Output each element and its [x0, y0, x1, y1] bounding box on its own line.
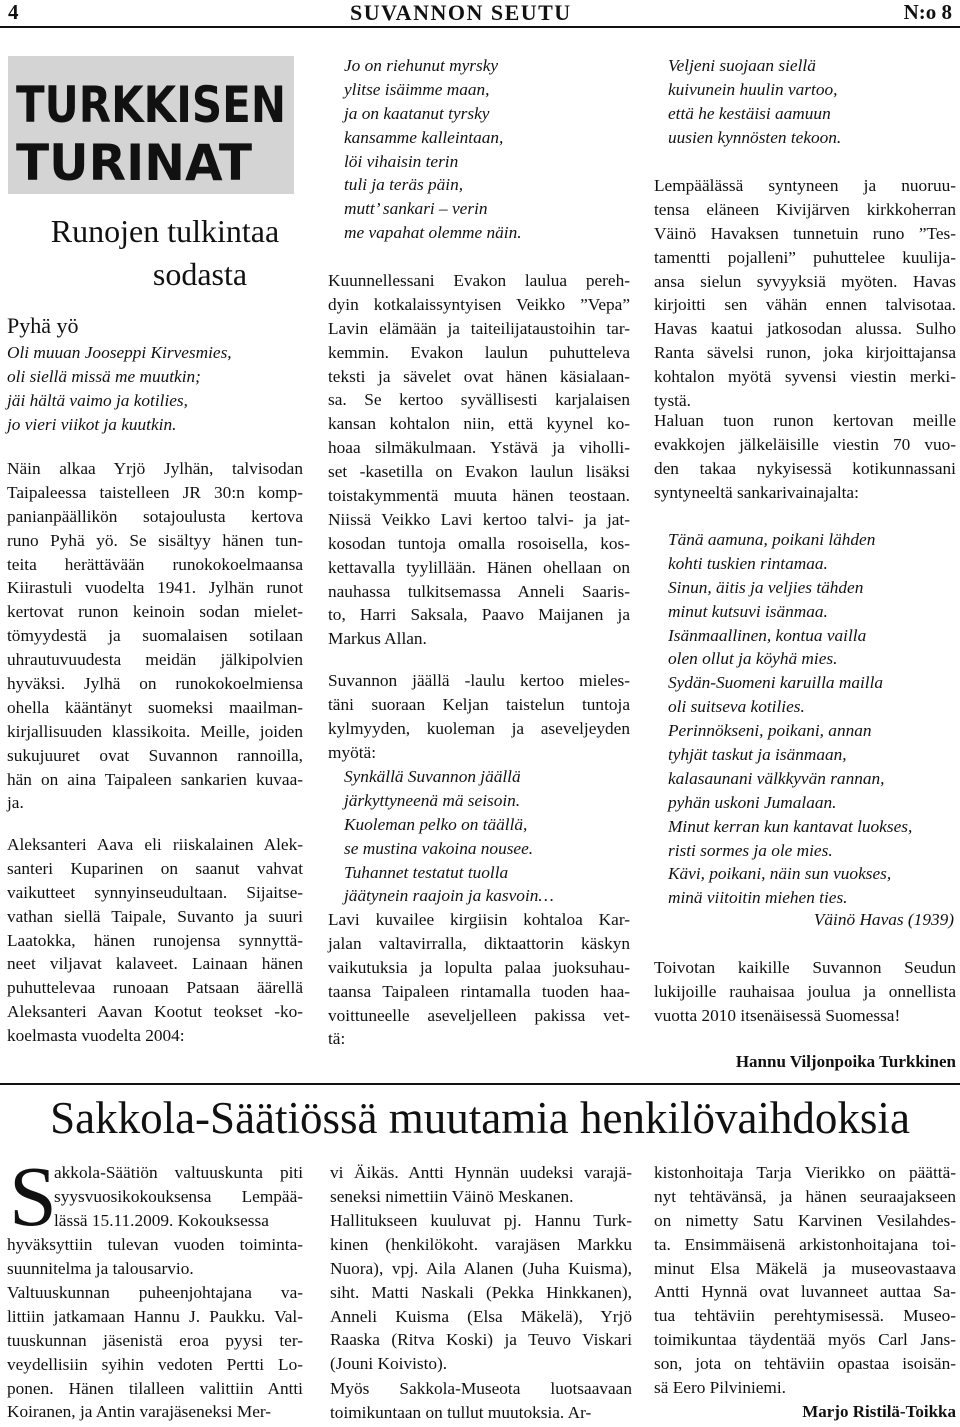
text-line: Jo on riehunut myrsky — [344, 56, 499, 75]
text-line: Valtuuskunnan puheenjohtajana va- — [7, 1283, 303, 1302]
text-line: vaikutteet synnyinseudultaan. Sijaitse- — [7, 882, 303, 902]
text-line: oli siellä missä me muutkin; — [7, 366, 201, 386]
text-line: ohella kääntänyt suomeksi maailman- — [7, 697, 303, 717]
text-line: neet viljavat kalaveet. Lainaan hänen — [7, 954, 303, 974]
text-line: Havas kaatui jatkosodan alussa. Sulho — [654, 319, 956, 339]
text-line: kosodan tuntoja omalla rosoisella, kos- — [328, 533, 630, 553]
paragraph — [328, 671, 630, 767]
text-line: tua tehtäviin perehtymisessä. Museo- — [654, 1306, 956, 1326]
author-signature: Marjo Ristilä-Toikka — [802, 1402, 956, 1421]
text-line: ta. Ensimmäisenä arkistonhoitajana toi- — [654, 1234, 956, 1254]
text-line: Koiranen, ja Antin varajäseneksi Mer- — [7, 1402, 272, 1422]
text-line: kertovat runon keinoin sodan mielet- — [7, 602, 303, 622]
text-line: kirjoitti sen vähän ennen talvisotaa. — [654, 295, 956, 315]
text-line: Lavin elämään ja taiteilijataustoihin tar- — [328, 318, 630, 338]
poem-title: Pyhä yö — [7, 313, 79, 338]
text-line: Aleksanteri Aavan Kootut teokset -ko- — [7, 1002, 303, 1022]
text-line: set -kasetilla on Evakon laulun lisäksi — [328, 462, 630, 482]
text-line: Oli muuan Jooseppi Kirvesmies, — [7, 343, 232, 362]
text-line: syysvuosikokouksensa Lempää- — [54, 1186, 303, 1206]
text-line: me vapahat olemme näin. — [344, 223, 522, 243]
text-line: hyväksyttiin tulevan vuoden toiminta- — [7, 1235, 303, 1254]
text-line: kylmyyden, kuoleman ja aseveljeyden — [328, 718, 630, 738]
text-line: on nimetty Satu Karvinen Vesilahdes- — [654, 1210, 956, 1230]
text-line: tyhjät taskut ja isänmaan, — [668, 745, 847, 765]
text-line: Antti Hynnä ovat luvanneet auttaa Sa- — [654, 1282, 956, 1302]
text-line: tuuskunnan jäsenistä eroa pyysi ter- — [7, 1330, 303, 1350]
poem-author: Väinö Havas (1939) — [813, 910, 954, 929]
text-line: Perinnökseni, poikani, annan — [668, 721, 872, 741]
text-line: toimikuntaan on tullut muutoksia. Ar- — [330, 1402, 592, 1422]
text-line: kansan kohtalon niin, että kyynel ko- — [328, 414, 630, 434]
text-line: Isänmaallinen, kontua vailla — [668, 625, 867, 645]
text-line: Suvannon jäällä -laulu kertoo mieles- — [328, 671, 630, 690]
text-line: kansamme kalleintaan, — [344, 127, 504, 147]
text-line: nauhassa tulkitsemassa Anneli Saaris- — [328, 581, 630, 601]
text-line: kemmin. Evakon laulun puhutteleva — [328, 342, 630, 362]
text-line: to, Harri Saksala, Paavo Maijanen ja — [328, 605, 630, 625]
text-line: koelmasta vuodelta 2004: — [7, 1026, 185, 1046]
text-line: puhuttelevaa runoaan Patsaan äärellä — [7, 978, 303, 998]
text-line: Anneli Kuisma (Elsa Mäkelä), Yrjö — [330, 1306, 632, 1326]
text-line: santeri Kuparinen on saanut vahvat — [7, 858, 303, 878]
text-line: Sydän-Suomeni karuilla mailla — [668, 673, 884, 693]
text-line: minut Elsa Mäkelä ja museovastaava — [654, 1258, 956, 1278]
paragraph — [7, 835, 303, 1050]
text-line: dyin kotkalaissyntyisen Veikko ”Vepa” — [328, 294, 630, 314]
text-line: Hallitukseen kuuluvat pj. Hannu Turk- — [330, 1211, 632, 1230]
text-line: ja. — [7, 793, 24, 813]
text-line: Tänä aamuna, poikani lähden — [668, 530, 876, 549]
poem-excerpt — [328, 767, 630, 910]
text-line: son, jota on tehtäviin opastaa isoisän- — [654, 1354, 956, 1374]
text-line: Niissä Veikko Lavi kertoo talvi- ja jat- — [328, 509, 630, 529]
article-divider — [0, 1083, 960, 1085]
paragraph — [654, 411, 956, 507]
column-logo — [8, 56, 294, 194]
text-line: seneksi nimettiin Väinö Meskanen. — [330, 1186, 574, 1206]
paragraph — [7, 1283, 303, 1426]
text-line: ylitse isäimme maan, — [344, 79, 490, 99]
text-line: suunnitelma ja talousarvio. — [7, 1258, 194, 1278]
paragraph — [330, 1211, 632, 1378]
paragraph — [7, 459, 303, 817]
text-line: lässä 15.11.2009. Kokouksessa — [54, 1210, 269, 1230]
text-line: Kävi, poikani, näin sun vuokses, — [668, 864, 892, 884]
text-line: akkola-Säätiön valtuuskunta piti — [54, 1163, 303, 1182]
text-line: risti sormes ja ole mies. — [668, 840, 833, 860]
text-line: kirjallisuuden klassikoita. Meille, joiden — [7, 721, 303, 741]
text-line: Myös Sakkola-Museota luotsaavaan — [330, 1379, 632, 1398]
paper-name: SUVANNON SEUTU — [350, 0, 572, 25]
text-line: Väinö Havaksen tunnetuin runo ”Tes- — [654, 223, 956, 243]
paragraph — [7, 1235, 303, 1283]
text-line: teita herättävään runokokoelmaansa — [7, 554, 303, 574]
text-line: littiin jatkamaan Hannu J. Paukku. Val- — [7, 1306, 303, 1326]
logo-text-top: TURKKISEN — [16, 76, 286, 134]
text-line: kohtalon myötä syvensi viestin merki- — [654, 367, 956, 387]
text-line: Taipaleessa taistelleen JR 30:n komp- — [7, 482, 303, 502]
text-line: vaikutuksia ja lopulta palaa juoksuhau- — [328, 957, 630, 977]
text-line: jäi hältä vaimo ja kotilies, — [7, 390, 188, 410]
text-line: Toivotan kaikille Suvannon Seudun — [654, 958, 956, 977]
text-line: kistonhoitaja Tarja Vierikko on päättä- — [654, 1163, 956, 1182]
poem-excerpt — [7, 343, 303, 439]
text-line: Ranta sävelsi runon, joka kirjoittajansa — [654, 343, 956, 363]
text-line: toimikuntaa täydentää myös Carl Jans- — [654, 1330, 956, 1350]
text-line: Minut kerran kun kantavat luokses, — [668, 816, 913, 836]
text-line: Tuhannet testatut tuolla — [344, 862, 509, 882]
text-line: Aleksanteri Aava eli riiskalainen Alek- — [7, 835, 303, 854]
paragraph — [54, 1163, 303, 1235]
poem-excerpt — [654, 56, 956, 152]
text-line: tamentti pojalleni” puhuttelee kuulija- — [654, 247, 956, 267]
text-line: Markus Allan. — [328, 629, 427, 649]
text-line: hoaa silmäkulmaan. Ystävä ja viholli- — [328, 438, 630, 458]
text-line: kinen (henkilökoht. varajäsen Markku — [330, 1234, 632, 1254]
text-line: kettavalla tyylillään. Hänen ohellaan on — [328, 557, 630, 577]
text-line: vathan siellä Taipale, Suvanto ja suuri — [7, 906, 303, 926]
text-line: Kuoleman pelko on täällä, — [344, 814, 528, 834]
text-line: myötä: — [328, 742, 376, 762]
text-line: ja on kaatanut tyrsky — [344, 103, 490, 123]
text-line: panianpäällikön sotajoulusta kertova — [7, 506, 303, 526]
text-line: ponen. Hänen tilalleen valittiin Antti — [7, 1378, 303, 1398]
text-line: se mustina vakoina nousee. — [344, 838, 534, 858]
text-line: syntyneeltä sankarivainajalta: — [654, 482, 859, 502]
text-line: evakkojen jälkeläisille viestin 70 vuo- — [654, 434, 956, 454]
text-line: Kiirastuli vuodelta 1941. Jylhän runot — [7, 578, 303, 598]
text-line: tystä. — [654, 391, 691, 411]
paragraph — [330, 1163, 632, 1211]
text-line: tömyydestä ja suomalaisen sotilaan — [7, 626, 303, 646]
text-line: lukijoille rauhaisaa joulua ja onnellista — [654, 981, 956, 1001]
text-line: tensa eläneen Kivijärven kirkkoherran — [654, 199, 956, 219]
text-line: sukujuuret ovat Suvannon rannoilla, — [7, 745, 303, 765]
text-line: (Jouni Koivisto). — [330, 1354, 448, 1374]
text-line: kalasaunani välkkyvän rannan, — [668, 768, 885, 788]
text-line: minä viitoitin miehen ties. — [668, 888, 848, 908]
text-line: nyt tehtävänsä, ja hänen seuraajakseen — [654, 1186, 956, 1206]
text-line: sa. Se kertoo syvällisesti karjalaisen — [328, 390, 630, 410]
article-headline: Runojen tulkintaa sodasta — [50, 213, 280, 292]
text-line: oli suitseva kotilies. — [668, 697, 805, 717]
text-line: Haluan tuon runon kertovan meille — [654, 411, 956, 430]
text-line: Kuunnellessani Evakon laulua pereh- — [328, 271, 630, 290]
text-line: siht. Matti Naskali (Pekka Hinkkanen), — [330, 1282, 632, 1302]
text-line: jäätynein raajoin ja kasvoin… — [344, 886, 554, 906]
text-line: Sinun, äitis ja veljies tähden — [668, 577, 864, 597]
text-line: vi Äikäs. Antti Hynnän uudeksi varajä- — [330, 1163, 632, 1182]
text-line: täni suoraan Keljan taistelun tuntoja — [328, 694, 630, 714]
text-line: olen ollut ja köyhä mies. — [668, 649, 838, 669]
article-headline: Sakkola-Säätiössä muutamia henkilövaihdoksia — [50, 1093, 910, 1143]
text-line: voittuneelle aseveljelleen pakissa vet- — [328, 1005, 630, 1025]
paragraph — [654, 176, 956, 415]
text-line: den takaa nykyisessä kotikunnassani — [654, 458, 956, 478]
header-rule — [0, 26, 960, 28]
text-line: uhrautuvuudesta meidän jälkipolvien — [7, 650, 303, 670]
page-number: 4 — [8, 0, 19, 24]
text-line: teksti ja sävelet ovat hänen käsialaan- — [328, 366, 630, 386]
text-line: tä: — [328, 1029, 346, 1049]
text-line: Laatokka, hänen runojensa synnyttä- — [7, 930, 303, 950]
text-line: löi vihaisin terin — [344, 151, 459, 171]
text-line: Lavi kuvailee kirgiisin kohtaloa Kar- — [328, 910, 630, 929]
text-line: hän on aina Taipaleen sankarien kuvaa- — [7, 769, 303, 789]
text-line: hyväksi. Jylhä on runokokoelmiensa — [7, 674, 303, 694]
author-signature: Hannu Viljonpoika Turkkinen — [735, 1052, 956, 1071]
text-line: sä Eero Pilviniemi. — [654, 1378, 786, 1398]
paragraph — [330, 1379, 632, 1427]
page-header — [0, 0, 960, 26]
text-line: taansa Taipaleen rintamalla tuoden haa- — [328, 981, 630, 1001]
text-line: mutt’ sankari – verin — [344, 199, 488, 219]
poem-excerpt — [328, 56, 630, 247]
drop-cap: S — [9, 1148, 57, 1244]
issue-number: N:o 8 — [903, 0, 952, 24]
text-line: toistakymmentä muuta hänen teostaan. — [328, 486, 630, 506]
logo-text-bottom: TURINAT — [16, 134, 252, 192]
text-line: Synkällä Suvannon jäällä — [344, 767, 521, 786]
paragraph — [654, 1163, 956, 1402]
text-line: jalan valtavirralla, diktaattorin käskyn — [328, 933, 630, 953]
text-line: uusien kynnösten tekoon. — [668, 127, 842, 147]
text-line: pyhän uskoni Jumalaan. — [668, 792, 837, 812]
text-line: Näin alkaa Yrjö Jylhän, talvisodan — [7, 459, 303, 478]
text-line: Raaska (Ritva Koski) ja Teuvo Viskari — [330, 1330, 632, 1350]
poem-excerpt — [654, 530, 956, 912]
text-line: runo Pyhä yö. Se sisältyy hänen tun- — [7, 530, 303, 550]
text-line: tuli ja teräs päin, — [344, 175, 464, 195]
text-line: Lempäälässä syntyneen ja nuoruu- — [654, 176, 956, 195]
text-line: kuivunein huulin vartoo, — [668, 79, 838, 99]
paragraph — [328, 271, 630, 653]
text-line: minut kutsuvi isänmaa. — [668, 601, 828, 621]
text-line: Nuora), vpj. Aila Alanen (Juha Kuisma), — [330, 1258, 632, 1278]
text-line: kohti tuskien rintamaa. — [668, 553, 828, 573]
text-line: ansa sielun syvyyksiä myöten. Havas — [654, 271, 956, 291]
paragraph — [328, 910, 630, 1053]
text-line: Veljeni suojaan siellä — [668, 56, 816, 75]
paragraph — [654, 958, 956, 1030]
text-line: järkyttyneenä mä seisoin. — [344, 790, 521, 810]
text-line: vuotta 2010 itsenäisessä Suomessa! — [654, 1005, 901, 1025]
text-line: veydellisiin syihin vedoten Pertti Lo- — [7, 1354, 303, 1374]
text-line: jo vieri viikot ja kuutkin. — [7, 414, 177, 434]
text-line: että he kestäisi aamuun — [668, 103, 831, 123]
